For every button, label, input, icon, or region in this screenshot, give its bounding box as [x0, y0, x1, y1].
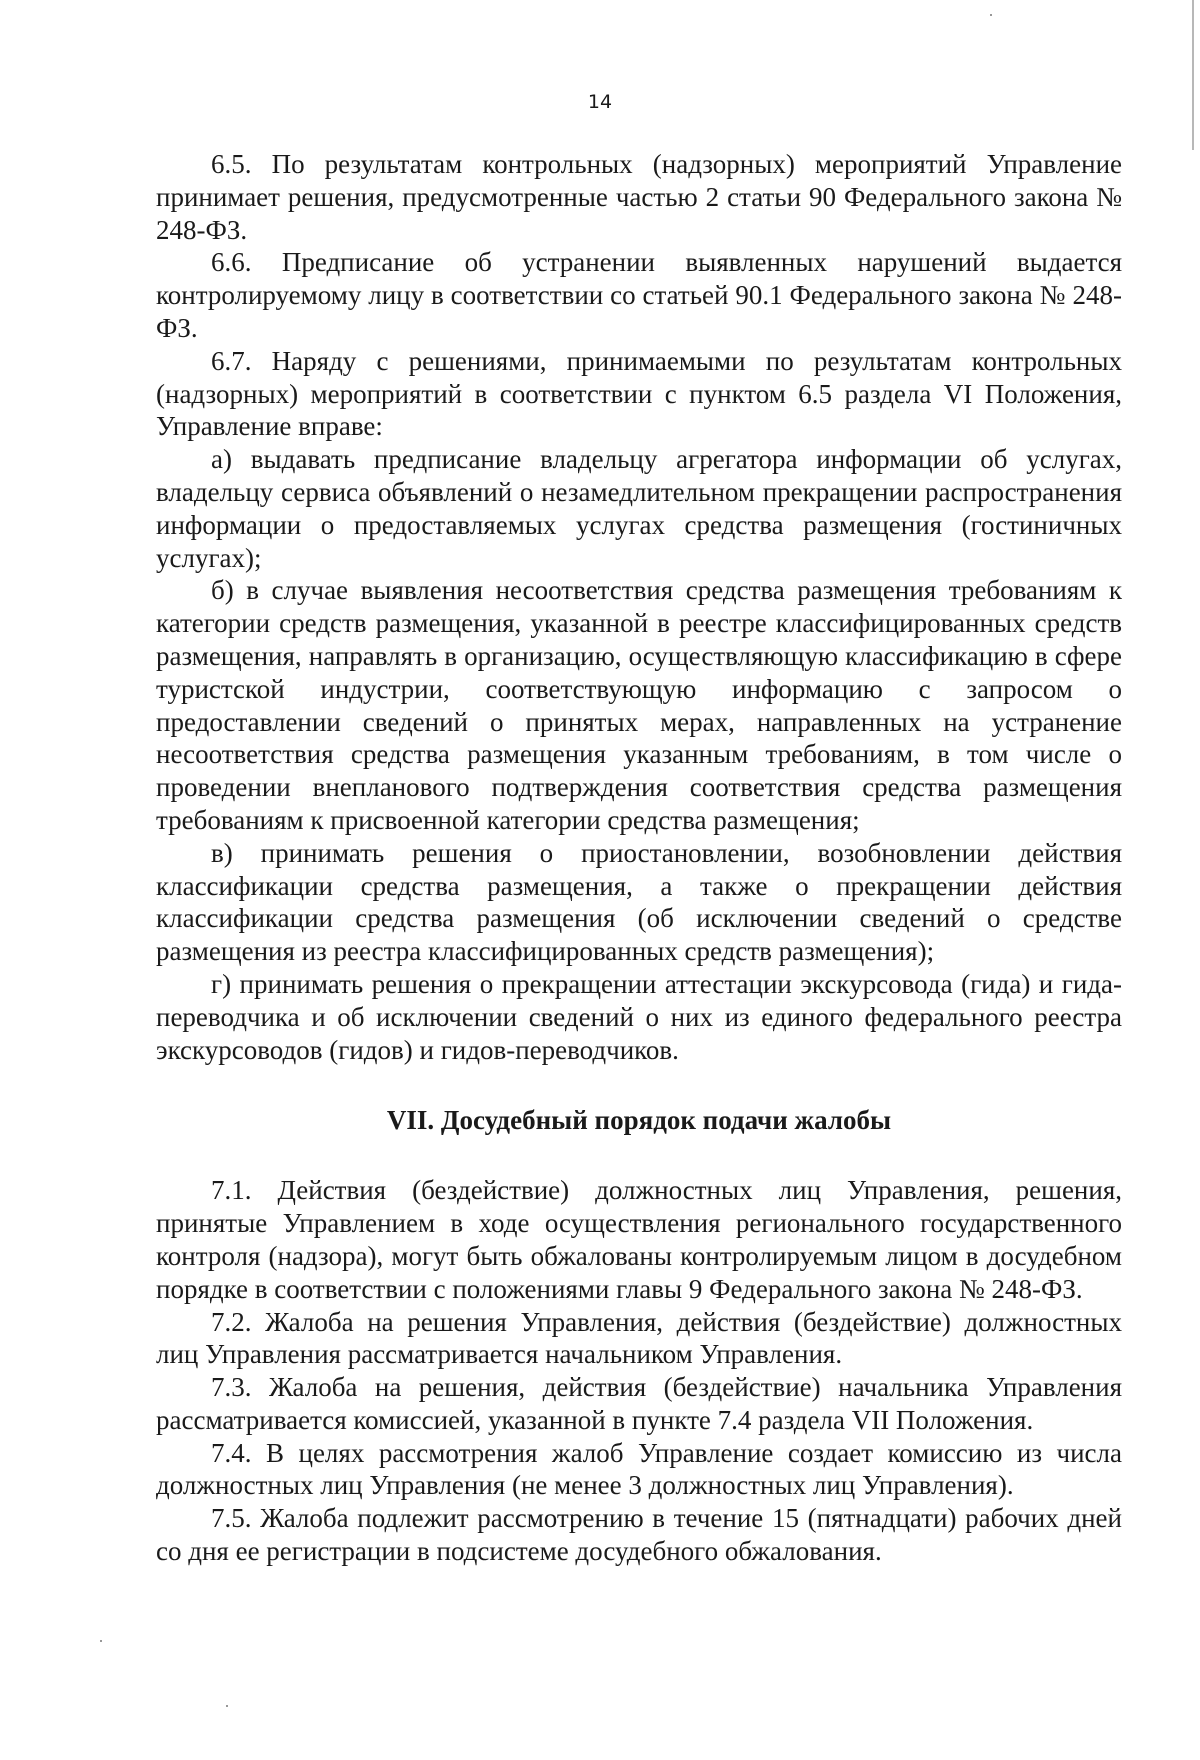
- paragraph-7-3: 7.3. Жалоба на решения, действия (бездействие) начальника Управления рассматривается комиссией, указанной в пункте 7.4 раздела VII Положения.: [156, 1372, 1122, 1435]
- paragraph-6-7-g: г) принимать решения о прекращении аттестации экскурсовода (гида) и гида-переводчика и об исключении сведений о них из единого федерального реестра экскурсоводов (гидов) и гидов-переводчиков.: [156, 968, 1122, 1065]
- paragraph-6-6: 6.6. Предписание об устранении выявленных нарушений выдается контролируемому лицу в соответствии со статьей 90.1 Федерального закона № 248-ФЗ.: [156, 247, 1122, 343]
- section-heading-vii: VII. Досудебный порядок подачи жалобы: [386, 1105, 892, 1136]
- paragraph-6-7-v: в) принимать решения о приостановлении, возобновлении действия классификации средства размещения, а также о прекращении действия классификации средства размещения (об исключении сведений о средстве размещения из реестра классифицированных средств размещения);: [156, 837, 1122, 967]
- paragraph-7-4: 7.4. В целях рассмотрения жалоб Управление создает комиссию из числа должностных лиц Управления (не менее 3 должностных лиц Управления).: [156, 1437, 1122, 1501]
- scan-speck: [226, 1705, 228, 1707]
- scan-speck: [990, 14, 992, 16]
- paragraph-6-5: 6.5. По результатам контрольных (надзорных) мероприятий Управление принимает решения, предусмотренные частью 2 статьи 90 Федерального закона № 248-ФЗ.: [156, 149, 1122, 245]
- paragraph-6-7: 6.7. Наряду с решениями, принимаемыми по результатам контрольных (надзорных) мероприятий в соответствии с пунктом 6.5 раздела VI Положения, Управление вправе:: [156, 345, 1122, 442]
- paragraph-6-7-b: б) в случае выявления несоответствия средства размещения требованиям к категории средств размещения, указанной в реестре классифицированных средств размещения, направлять в организацию, осуществляющую классификацию в сфере туристской индустрии, соответствующую информацию с запросом о предоставлении сведений о принятых мерах, направленных на устранение несоответствия средства размещения указанным требованиям, в том числе о проведении внепланового подтверждения соответствия средства размещения требованиям к присвоенной категории средства размещения;: [156, 575, 1122, 835]
- document-body: [156, 148, 1122, 1568]
- page-number: 14: [587, 91, 613, 113]
- paragraph-6-7-a: а) выдавать предписание владельцу агрегатора информации об услугах, владельцу сервиса объявлений о незамедлительном прекращении распространения информации о предоставляемых услугах средства размещения (гостиничных услугах);: [156, 444, 1122, 573]
- scan-speck: [100, 1640, 102, 1642]
- scan-edge-mark: [1192, 0, 1194, 150]
- paragraph-7-5: 7.5. Жалоба подлежит рассмотрению в течение 15 (пятнадцати) рабочих дней со дня ее регистрации в подсистеме досудебного обжалования.: [156, 1503, 1122, 1567]
- paragraph-7-2: 7.2. Жалоба на решения Управления, действия (бездействие) должностных лиц Управления рассматривается начальником Управления.: [156, 1306, 1122, 1370]
- paragraph-7-1: 7.1. Действия (бездействие) должностных лиц Управления, решения, принятые Управлением в ходе осуществления регионального государственного контроля (надзора), могут быть обжалованы контролируемым лицом в досудебном порядке в соответствии с положениями главы 9 Федерального закона № 248-ФЗ.: [156, 1175, 1122, 1304]
